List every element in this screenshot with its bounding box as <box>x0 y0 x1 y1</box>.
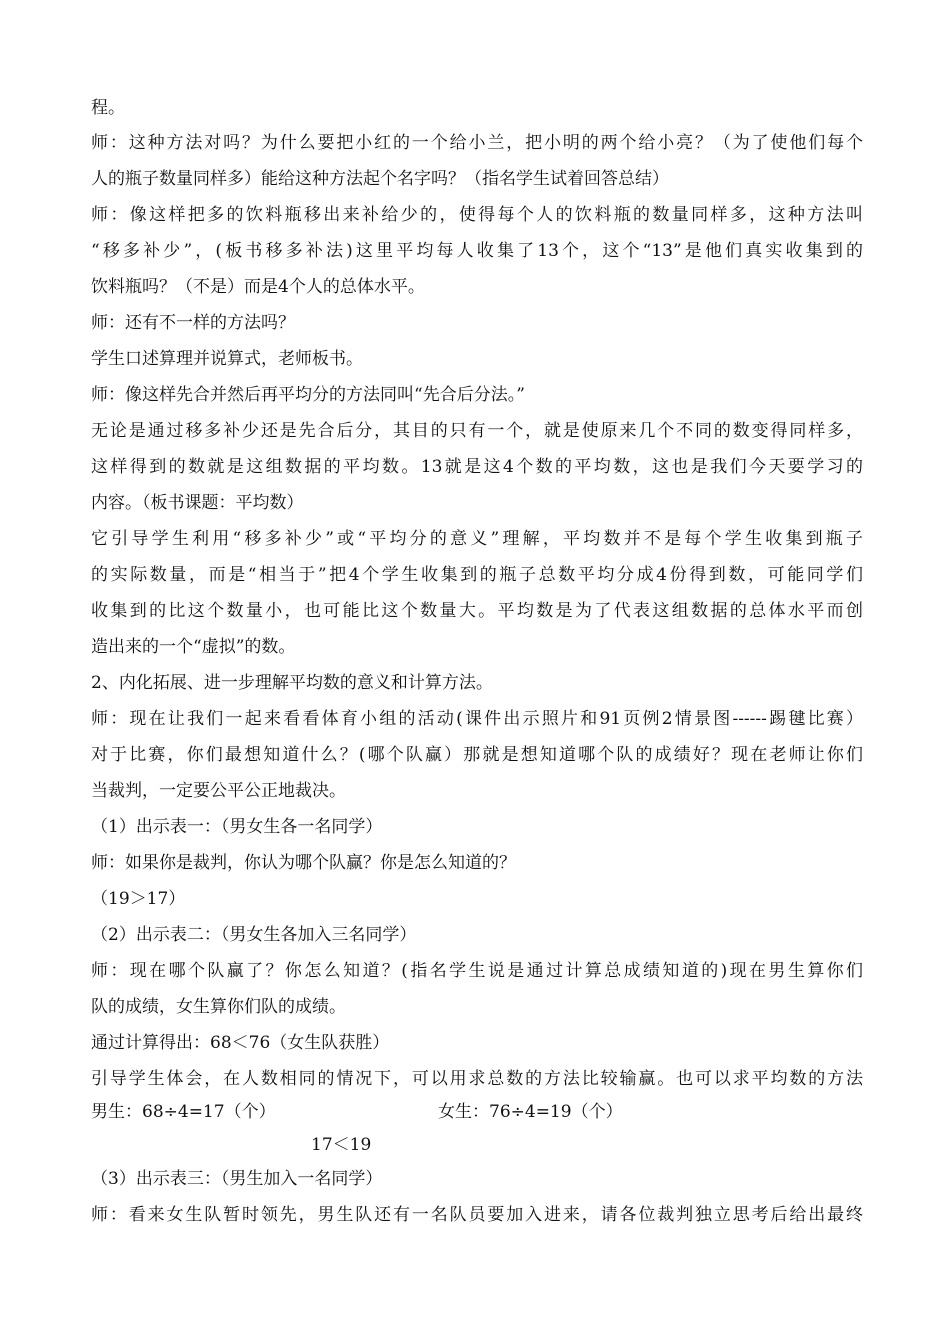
text-line: 对于比赛，你们最想知道什么？(哪个队赢）那就是想知道哪个队的成绩好？现在老师让你们 <box>91 745 863 765</box>
girls-calc: 女生：76÷4=19（个） <box>438 1102 623 1122</box>
text-line: （3）出示表三：（男生加入一名同学） <box>91 1169 383 1189</box>
text-line: （2）出示表二：（男女生各加入三名同学） <box>91 925 417 945</box>
calc-line <box>91 1100 863 1124</box>
text-line: 造出来的一个“虚拟”的数。 <box>91 637 296 657</box>
text-line: 师：像这样把多的饮料瓶移出来补给少的，使得每个人的饮料瓶的数量同样多，这种方法叫 <box>91 205 863 225</box>
text-line: 师：看来女生队暂时领先，男生队还有一名队员要加入进来，请各位裁判独立思考后给出最终 <box>91 1205 863 1225</box>
text-line: 师：如果你是裁判，你认为哪个队赢？你是怎么知道的？ <box>91 853 516 873</box>
text-line: （19＞17） <box>91 889 186 909</box>
text-line: （1）出示表一：（男女生各一名同学） <box>91 817 383 837</box>
text-line: 当裁判，一定要公平公正地裁决。 <box>91 781 346 801</box>
text-line: 收集到的比这个数量小，也可能比这个数量大。平均数是为了代表这组数据的总体水平而创 <box>91 601 863 621</box>
boys-calc: 男生：68÷4=17（个） <box>91 1102 276 1122</box>
text-line: 它引导学生利用“移多补少”或“平均分的意义”理解，平均数并不是每个学生收集到瓶子 <box>91 529 863 549</box>
section-heading: 2、内化拓展、进一步理解平均数的意义和计算方法。 <box>91 673 493 693</box>
text-line: 通过计算得出：68＜76（女生队获胜） <box>91 1033 390 1053</box>
text-line: “移多补少”，(板书移多补法)这里平均每人收集了13个，这个“13”是他们真实收集到的 <box>91 241 863 261</box>
text-line: 师：像这样先合并然后再平均分的方法同叫“先合后分法。” <box>91 385 525 405</box>
text-line: 程。 <box>91 98 125 118</box>
comparison: 17＜19 <box>311 1135 372 1155</box>
text-line: 师：现在哪个队赢了？你怎么知道？(指名学生说是通过计算总成绩知道的)现在男生算你们 <box>91 961 863 981</box>
text-line: 引导学生体会，在人数相同的情况下，可以用求总数的方法比较输赢。也可以求平均数的方法 <box>91 1069 863 1089</box>
text-line: 人的瓶子数量同样多）能给这种方法起个名字吗？（指名学生试着回答总结） <box>91 169 669 189</box>
text-line: 师：现在让我们一起来看看体育小组的活动(课件出示照片和91页例2情景图------踢毽比赛） <box>91 709 863 729</box>
text-line: 队的成绩，女生算你们队的成绩。 <box>91 997 346 1017</box>
text-line: 师：还有不一样的方法吗？ <box>91 313 295 333</box>
text-line: 无论是通过移多补少还是先合后分，其目的只有一个，就是使原来几个不同的数变得同样多， <box>91 421 863 441</box>
text-line: 这样得到的数就是这组数据的平均数。13就是这4个数的平均数，这也是我们今天要学习的 <box>91 457 863 477</box>
text-line: 内容。（板书课题：平均数） <box>91 493 304 513</box>
text-line: 学生口述算理并说算式，老师板书。 <box>91 349 363 369</box>
text-line: 饮料瓶吗？（不是）而是4个人的总体水平。 <box>91 277 425 297</box>
text-line: 的实际数量，而是“相当于”把4个学生收集到的瓶子总数平均分成4份得到数，可能同学们 <box>91 565 863 585</box>
text-line: 师：这种方法对吗？为什么要把小红的一个给小兰，把小明的两个给小亮？（为了使他们每个 <box>91 133 863 153</box>
